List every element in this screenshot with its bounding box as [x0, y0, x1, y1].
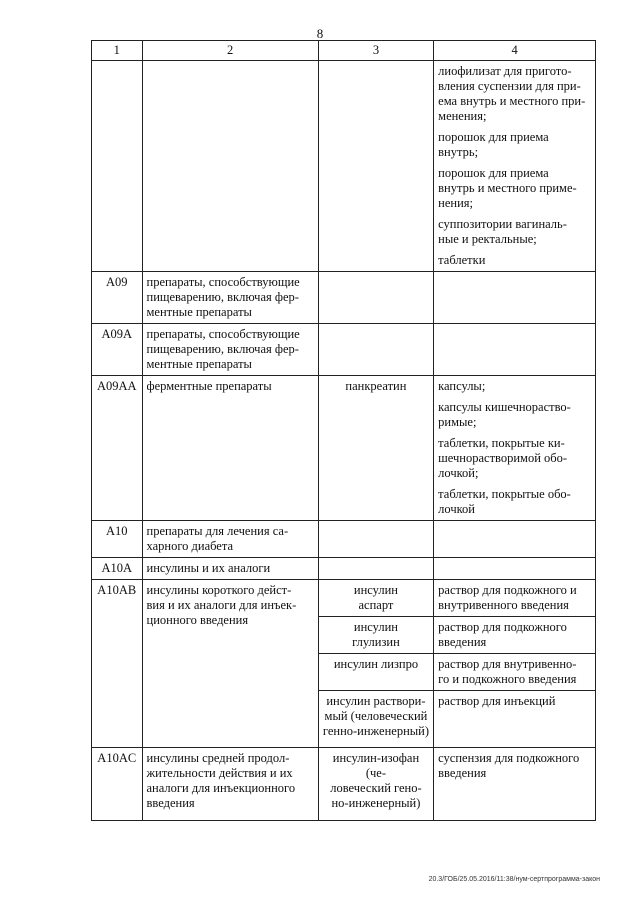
form-item: лиофилизат для пригото- вления суспензии для при- ема внутрь и местного при- менения;: [438, 64, 586, 123]
group-cell: ферментные препараты: [142, 376, 318, 521]
group-cell: инсулины средней продол- жительности действия и их аналоги для инъекционного введения: [142, 748, 318, 821]
table-row: [92, 61, 596, 272]
atc-code-cell: A09: [92, 272, 143, 324]
substance-cell: [318, 324, 433, 376]
substance-cell: [318, 558, 433, 580]
medicines-table: [91, 40, 596, 821]
header-col-1: 1: [92, 41, 143, 61]
substance-cell: инсулин глулизин: [318, 617, 433, 654]
group-cell: инсулины короткого дейст- вия и их аналоги для инъек- ционного введения: [142, 580, 318, 748]
forms-cell: [434, 376, 596, 521]
substance-cell: инсулин лизпро: [318, 654, 433, 691]
table-row: [92, 748, 596, 821]
forms-cell: раствор для подкожного и внутривенного введения: [434, 580, 596, 617]
forms-cell: суспензия для подкожного введения: [434, 748, 596, 821]
group-cell: препараты, способствующие пищеварению, включая фер- ментные препараты: [142, 272, 318, 324]
form-item: порошок для приема внутрь;: [438, 130, 549, 159]
substance-cell: инсулин аспарт: [318, 580, 433, 617]
forms-cell: [434, 558, 596, 580]
atc-code-cell: A10AC: [92, 748, 143, 821]
header-col-4: 4: [434, 41, 596, 61]
header-col-3: 3: [318, 41, 433, 61]
table-header-row: [92, 41, 596, 61]
form-item: порошок для приема внутрь и местного приме- нения;: [438, 166, 577, 210]
forms-cell: [434, 324, 596, 376]
substance-cell: [318, 61, 433, 272]
group-cell: препараты, способствующие пищеварению, включая фер- ментные препараты: [142, 324, 318, 376]
substance-cell: инсулин-изофан (че- ловеческий гено- но-инженерный): [318, 748, 433, 821]
atc-code-cell: A09AA: [92, 376, 143, 521]
table-row: [92, 521, 596, 558]
group-cell: препараты для лечения са- харного диабета: [142, 521, 318, 558]
document-footer-id: 20.3/ГОБ/25.05.2016/11:38/нум-сертпрограмма-закон: [428, 876, 600, 883]
forms-cell: раствор для инъекций: [434, 691, 596, 748]
forms-cell: раствор для внутривенно- го и подкожного введения: [434, 654, 596, 691]
form-item: таблетки, покрытые обо- лочкой: [438, 487, 571, 516]
table-row: [92, 272, 596, 324]
form-item: таблетки: [438, 253, 486, 267]
forms-cell: раствор для подкожного введения: [434, 617, 596, 654]
group-cell: [142, 61, 318, 272]
atc-code-cell: [92, 61, 143, 272]
substance-cell: панкреатин: [318, 376, 433, 521]
substance-cell: [318, 521, 433, 558]
substance-cell: инсулин раствори- мый (человеческий генно-инженерный): [318, 691, 433, 748]
atc-code-cell: A09A: [92, 324, 143, 376]
table-row: [92, 376, 596, 521]
form-item: капсулы;: [438, 379, 486, 393]
atc-code-cell: A10: [92, 521, 143, 558]
group-cell: инсулины и их аналоги: [142, 558, 318, 580]
atc-code-cell: A10AB: [92, 580, 143, 748]
forms-cell: [434, 272, 596, 324]
substance-cell: [318, 272, 433, 324]
form-item: суппозитории вагиналь- ные и ректальные;: [438, 217, 567, 246]
form-item: капсулы кишечнораство- римые;: [438, 400, 571, 429]
table-row: [92, 324, 596, 376]
forms-cell: [434, 521, 596, 558]
form-item: таблетки, покрытые ки- шечнорастворимой обо- лочкой;: [438, 436, 568, 480]
header-col-2: 2: [142, 41, 318, 61]
table-row: [92, 558, 596, 580]
table-row: [92, 580, 596, 617]
atc-code-cell: A10A: [92, 558, 143, 580]
forms-cell: [434, 61, 596, 272]
page-number: 8: [316, 26, 324, 41]
